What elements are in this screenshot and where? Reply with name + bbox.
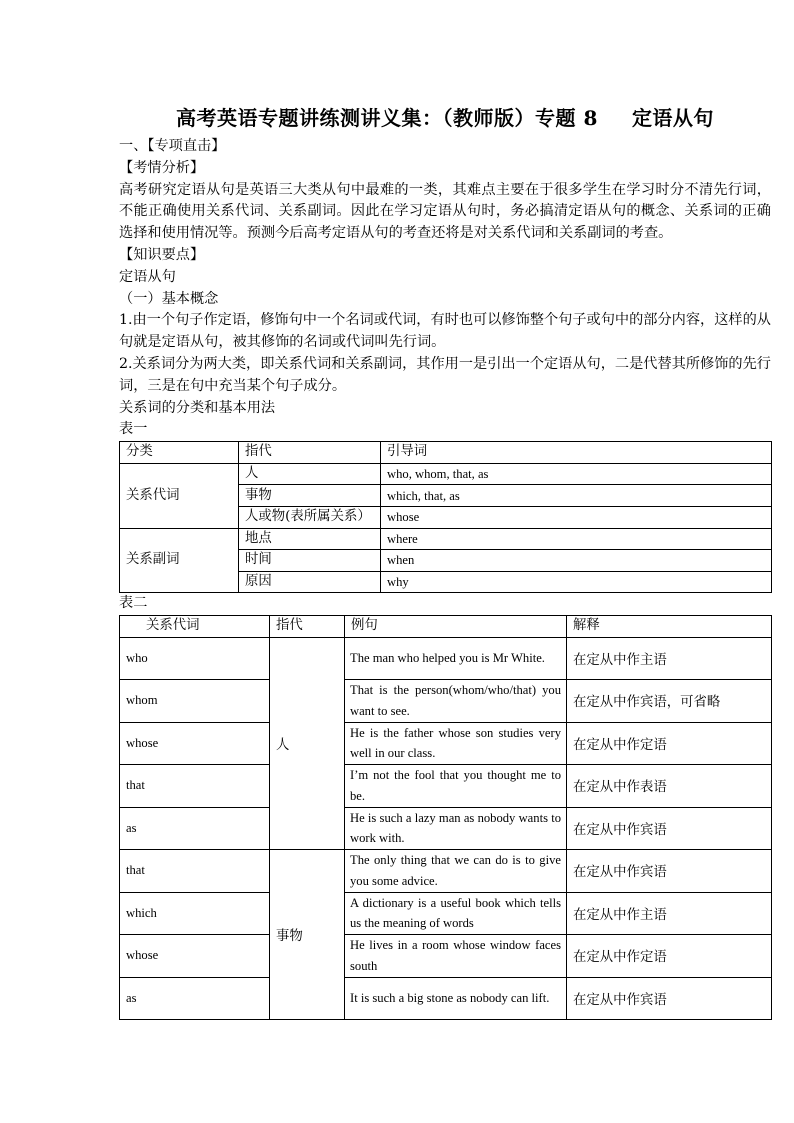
table2-group-person: 人 [270,637,345,850]
table-row [120,935,772,978]
table2-group-thing: 事物 [270,850,345,1020]
table1-caption: 表一 [119,421,148,438]
table2-word-cell: as [120,977,270,1020]
title-topic: 定语从句 [631,106,714,130]
table2-header-example: 例句 [345,616,567,638]
table1-header-category: 分类 [120,442,239,464]
table2-word-cell: whose [120,722,270,765]
table-row [120,977,772,1020]
table1-group-relative-pronoun: 关系代词 [120,463,239,528]
table2-header-explanation: 解释 [567,616,772,638]
table2-example-cell: He is such a lazy man as nobody wants to work with. [345,807,567,850]
document-page [119,100,771,1020]
table1-group-relative-adverb: 关系副词 [120,528,239,593]
table1-ref-cell: 原因 [239,571,381,593]
point-1-paragraph: 1.由一个句子作定语，修饰句中一个名词或代词，有时也可以修饰整个句子或句中的部分内容，这样的从句就是定语从句，被其修饰的名词或代词叫先行词。 [119,312,771,351]
table1-words-cell: which, that, as [381,485,772,507]
document-title [119,100,771,136]
table1-ref-cell: 时间 [239,550,381,572]
table2-word-cell: that [120,850,270,893]
table1-words-cell: when [381,550,772,572]
table1-header-reference: 指代 [239,442,381,464]
table1-header-introducer: 引导词 [381,442,772,464]
table-row [120,892,772,935]
classification-heading: 关系词的分类和基本用法 [119,399,276,416]
table1-words-cell: why [381,571,772,593]
table2-example-cell: I’m not the fool that you thought me to be. [345,765,567,808]
title-main: 高考英语专题讲练测讲义集：（教师版）专题 8 [176,106,598,130]
table2-note-cell: 在定从中作宾语，可省略 [567,680,772,723]
table2-word-cell: who [120,637,270,680]
table1-words-cell: who, whom, that, as [381,463,772,485]
table2-word-cell: which [120,892,270,935]
table2-example-cell: A dictionary is a useful book which tells us the meaning of words [345,892,567,935]
table2-note-cell: 在定从中作宾语 [567,977,772,1020]
table2-example-cell: That is the person(whom/who/that) you want to see. [345,680,567,723]
table2-note-cell: 在定从中作定语 [567,935,772,978]
section-direct-heading: 一、【专项直击】 [119,138,226,154]
table2-word-cell: whom [120,680,270,723]
table2-example-cell: He lives in a room whose window faces south [345,935,567,978]
table2-note-cell: 在定从中作主语 [567,637,772,680]
table-row [120,807,772,850]
table2-note-cell: 在定从中作表语 [567,765,772,808]
table2-note-cell: 在定从中作定语 [567,722,772,765]
table-row [120,765,772,808]
table2-example-cell: He is the father whose son studies very well in our class. [345,722,567,765]
table1-ref-cell: 事物 [239,485,381,507]
section-knowledge-heading: 【知识要点】 [119,246,205,263]
table2-header-reference: 指代 [270,616,345,638]
table2-example-cell: The man who helped you is Mr White. [345,637,567,680]
table2-note-cell: 在定从中作宾语 [567,850,772,893]
table2-caption: 表二 [119,595,148,612]
table1-ref-cell: 人 [239,463,381,485]
table2-note-cell: 在定从中作主语 [567,892,772,935]
table2-word-cell: that [120,765,270,808]
table-row [120,850,772,893]
table2-word-cell: whose [120,935,270,978]
table2-example-cell: It is such a big stone as nobody can lift. [345,977,567,1020]
table1-ref-cell: 人或物(表所属关系） [239,506,381,528]
section-analysis-heading: 【考情分析】 [119,159,205,176]
table1-ref-cell: 地点 [239,528,381,550]
table-row [120,463,772,485]
table1-header-row [120,442,772,464]
analysis-paragraph: 高考研究定语从句是英语三大类从句中最难的一类，其难点主要在于很多学生在学习时分不清先行词，不能正确使用关系代词、关系副词。因此在学习定语从句时，务必搞清定语从句的概念、关系词的正确选择和使用情况等。预测今后高考定语从句的考查还将是对关系代词和关系副词的考查。 [119,181,771,242]
table1-words-cell: whose [381,506,772,528]
table1 [119,441,772,593]
topic-heading: 定语从句 [119,268,176,285]
table2-header-pronoun: 关系代词 [120,616,270,638]
table1-words-cell: where [381,528,772,550]
table2 [119,615,772,1020]
table2-word-cell: as [120,807,270,850]
table-row [120,637,772,680]
table-row [120,528,772,550]
table-row [120,722,772,765]
table2-example-cell: The only thing that we can do is to give you some advice. [345,850,567,893]
table2-header-row [120,616,772,638]
basic-concept-heading: （一）基本概念 [119,290,219,307]
point-2-paragraph: 2.关系词分为两大类，即关系代词和关系副词，其作用一是引出一个定语从句，二是代替其所修饰的先行词，三是在句中充当某个句子成分。 [119,355,771,394]
table2-note-cell: 在定从中作宾语 [567,807,772,850]
table-row [120,680,772,723]
